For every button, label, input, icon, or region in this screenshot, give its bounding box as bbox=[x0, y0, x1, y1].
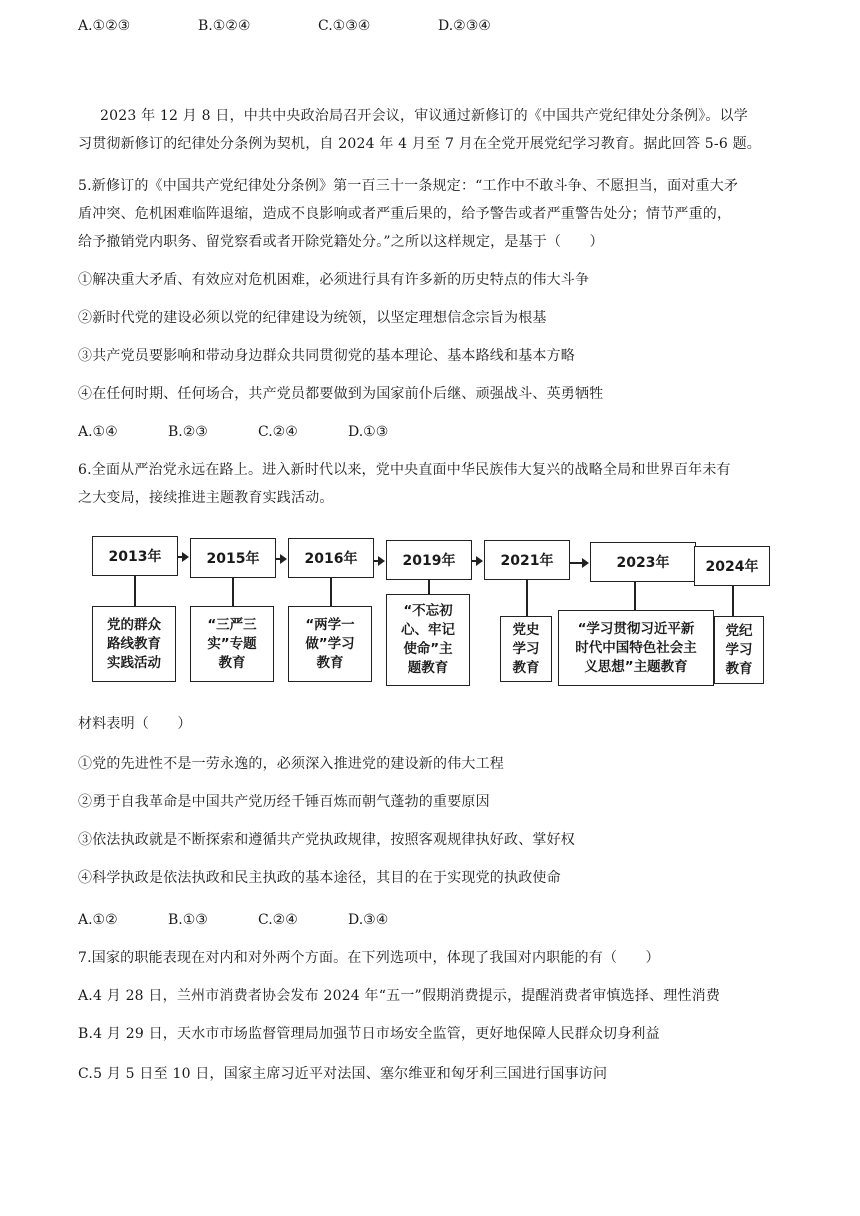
timeline-year-2021: 2021年 bbox=[484, 540, 570, 580]
arrow-right-icon bbox=[476, 556, 483, 566]
q6-statement-2: ②勇于自我革命是中国共产党历经千锤百炼而朝气蓬勃的重要原因 bbox=[78, 794, 490, 810]
q4-option-b[interactable]: B.①②④ bbox=[198, 18, 251, 34]
q7-stem: 7.国家的职能表现在对内和对外两个方面。在下列选项中，体现了我国对内职能的有（ ） bbox=[78, 950, 660, 966]
timeline-activity-2013: 党的群众 路线教育 实践活动 bbox=[92, 606, 176, 682]
q5-statement-2: ②新时代党的建设必须以党的纪律建设为统领，以坚定理想信念宗旨为根基 bbox=[78, 310, 547, 326]
stem-line bbox=[526, 580, 528, 616]
timeline-year-2015: 2015年 bbox=[190, 538, 276, 578]
q5-option-c[interactable]: C.②④ bbox=[258, 424, 298, 440]
timeline-activity-2016: “两学一 做”学习 教育 bbox=[288, 606, 372, 682]
timeline-activity-2024: 党纪 学习 教育 bbox=[714, 616, 764, 684]
q6-statement-1: ①党的先进性不是一劳永逸的，必须深入推进党的建设新的伟大工程 bbox=[78, 756, 504, 772]
timeline-activity-2019: “不忘初 心、牢记 使命”主 题教育 bbox=[386, 594, 470, 686]
arrow-right-icon bbox=[378, 556, 385, 566]
timeline-activity-2015: “三严三 实”专题 教育 bbox=[190, 606, 274, 682]
timeline-activity-2023: “学习贯彻习近平新 时代中国特色社会主 义思想”主题教育 bbox=[558, 610, 714, 686]
q5-statement-3: ③共产党员要影响和带动身边群众共同贯彻党的基本理论、基本路线和基本方略 bbox=[78, 348, 575, 364]
stem-line bbox=[428, 580, 430, 594]
q6-option-a[interactable]: A.①② bbox=[78, 912, 118, 928]
q4-option-c[interactable]: C.①③④ bbox=[318, 18, 371, 34]
stem-line bbox=[732, 586, 734, 616]
q5-stem-1: 5.新修订的《中国共产党纪律处分条例》第一百三十一条规定：“工作中不敢斗争、不愿担当，面对重大矛 bbox=[78, 178, 739, 194]
q5-option-a[interactable]: A.①④ bbox=[78, 424, 118, 440]
q7-option-a[interactable]: A.4 月 28 日，兰州市消费者协会发布 2024 年“五一”假期消费提示，提醒消费者审慎选择、理性消费 bbox=[78, 988, 721, 1004]
timeline-activity-2021: 党史 学习 教育 bbox=[500, 616, 552, 682]
q6-statement-4: ④科学执政是依法执政和民主执政的基本途径，其目的在于实现党的执政使命 bbox=[78, 870, 561, 886]
q6-stem-2: 之大变局，接续推进主题教育实践活动。 bbox=[78, 490, 334, 506]
q5-stem-2: 盾冲突、危机困难临阵退缩，造成不良影响或者严重后果的，给予警告或者严重警告处分；情节严重的， bbox=[78, 206, 732, 222]
timeline-year-2019: 2019年 bbox=[386, 540, 472, 580]
q6-statement-3: ③依法执政就是不断探索和遵循共产党执政规律，按照客观规律执好政、掌好权 bbox=[78, 832, 575, 848]
q5-option-d[interactable]: D.①③ bbox=[348, 424, 389, 440]
q5-statement-1: ①解决重大矛盾、有效应对危机困难，必须进行具有许多新的历史特点的伟大斗争 bbox=[78, 272, 590, 288]
arrow-right-icon bbox=[280, 554, 287, 564]
q5-stem-3: 给予撤销党内职务、留党察看或者开除党籍处分。”之所以这样规定，是基于（ ） bbox=[78, 234, 604, 250]
q7-option-b[interactable]: B.4 月 29 日，天水市市场监督管理局加强节日市场安全监管，更好地保障人民群众切身利益 bbox=[78, 1026, 660, 1042]
timeline-diagram bbox=[88, 530, 773, 692]
q5-options bbox=[78, 422, 438, 442]
q4-option-d[interactable]: D.②③④ bbox=[438, 18, 491, 34]
q4-options bbox=[78, 16, 558, 36]
timeline-year-2024: 2024年 bbox=[694, 546, 770, 586]
timeline-year-2016: 2016年 bbox=[288, 538, 374, 578]
q4-option-a[interactable]: A.①②③ bbox=[78, 18, 131, 34]
q6-option-d[interactable]: D.③④ bbox=[348, 912, 389, 928]
q7-option-c[interactable]: C.5 月 5 日至 10 日，国家主席习近平对法国、塞尔维亚和匈牙利三国进行国事访问 bbox=[78, 1066, 608, 1082]
intro-line-2: 习贯彻新修订的纪律处分条例为契机，自 2024 年 4 月至 7 月在全党开展党纪学习教育。据此回答 5-6 题。 bbox=[78, 136, 761, 152]
q5-option-b[interactable]: B.②③ bbox=[168, 424, 208, 440]
arrow-right-icon bbox=[182, 552, 189, 562]
q6-option-b[interactable]: B.①③ bbox=[168, 912, 208, 928]
timeline-year-2023: 2023年 bbox=[590, 542, 696, 582]
stem-line bbox=[134, 576, 136, 606]
timeline-year-2013: 2013年 bbox=[92, 536, 178, 576]
intro-line-1: 2023 年 12 月 8 日，中共中央政治局召开会议，审议通过新修订的《中国共产党纪律处分条例》。以学 bbox=[100, 108, 748, 124]
arrow-right-icon bbox=[582, 558, 589, 568]
stem-line bbox=[330, 578, 332, 606]
q5-statement-4: ④在任何时期、任何场合，共产党员都要做到为国家前仆后继、顽强战斗、英勇牺牲 bbox=[78, 386, 604, 402]
q6-options bbox=[78, 910, 438, 930]
q6-stem-1: 6.全面从严治党永远在路上。进入新时代以来，党中央直面中华民族伟大复兴的战略全局和世界百年未有 bbox=[78, 462, 731, 478]
stem-line bbox=[232, 578, 234, 606]
q6-option-c[interactable]: C.②④ bbox=[258, 912, 298, 928]
q6-prompt: 材料表明（ ） bbox=[78, 716, 192, 732]
stem-line bbox=[634, 582, 636, 610]
